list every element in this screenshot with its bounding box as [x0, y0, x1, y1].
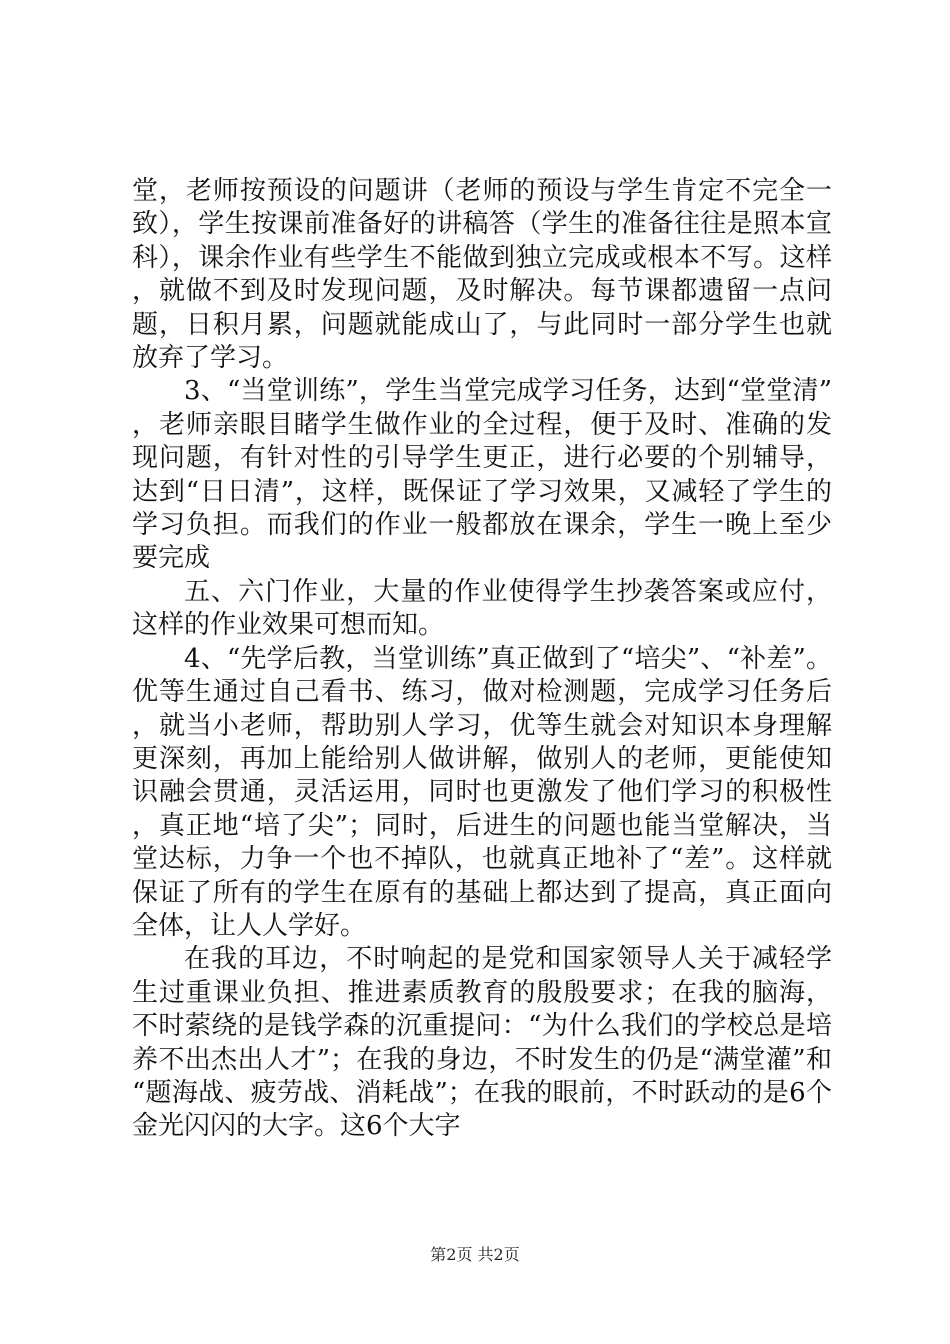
document-body [132, 175, 832, 1144]
paragraph: 五、六门作业，大量的作业使得学生抄袭答案或应付，这样的作业效果可想而知。 [132, 576, 832, 641]
paragraph: 4、“先学后教，当堂训练”真正做到了“培尖”、“补差”。优等生通过自己看书、练习，做对检测题，完成学习任务后，就当小老师，帮助别人学习，优等生就会对知识本身理解更深刻，再加上能给别人做讲解，做别人的老师，更能使知识融会贯通，灵活运用，同时也更激发了他们学习的积极性，真正地“培了尖”；同时，后进生的问题也能当堂解决，当堂达标，力争一个也不掉队，也就真正地补了“差”。这样就保证了所有的学生在原有的基础上都达到了提高，真正面向全体，让人人学好。 [132, 643, 832, 941]
paragraph: 堂，老师按预设的问题讲（老师的预设与学生肯定不完全一致），学生按课前准备好的讲稿答（学生的准备往往是照本宣科），课余作业有些学生不能做到独立完成或根本不写。这样，就做不到及时发现问题，及时解决。每节课都遗留一点问题，日积月累，问题就能成山了，与此同时一部分学生也就放弃了学习。 [132, 176, 832, 374]
page-footer: 第2页 共2页 [430, 1245, 520, 1264]
paragraph: 在我的耳边，不时响起的是党和国家领导人关于减轻学生过重课业负担、推进素质教育的殷殷要求；在我的脑海，不时萦绕的是钱学森的沉重提问：“为什么我们的学校总是培养不出杰出人才”；在我的身边，不时发生的仍是“满堂灌”和“题海战、疲劳战、消耗战”；在我的眼前，不时跃动的是6个金光闪闪的大字。这6个大字 [132, 944, 832, 1142]
paragraph: 3、“当堂训练”，学生当堂完成学习任务，达到“堂堂清”，老师亲眼目睹学生做作业的全过程，便于及时、准确的发现问题，有针对性的引导学生更正，进行必要的个别辅导，达到“日日清”，这样，既保证了学习效果，又减轻了学生的学习负担。而我们的作业一般都放在课余，学生一晚上至少要完成 [132, 376, 832, 574]
